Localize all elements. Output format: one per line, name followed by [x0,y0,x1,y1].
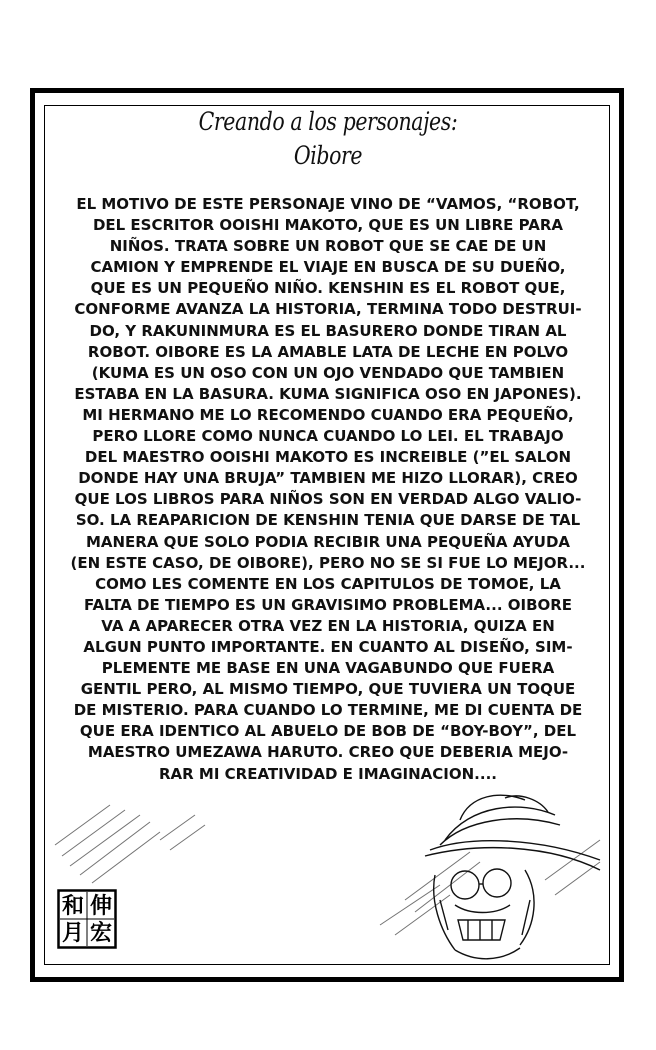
text-line: RAR MI CREATIVIDAD E IMAGINACION.... [159,764,497,783]
text-line: CAMION Y EMPRENDE EL VIAJE EN BUSCA DE SU DUEÑO, [90,258,566,277]
text-line: FALTA DE TIEMPO ES UN GRAVISIMO PROBLEMA... OIBORE [83,595,573,614]
text-line: GENTIL PERO, AL MISMO TIEMPO, QUE TUVIERA UN TOQUE [80,680,576,699]
seal-char-1: 伸 [89,894,113,919]
text-line: ROBOT. OIBORE ES LA AMABLE LATA DE LECHE EN POLVO [87,342,569,361]
text-line: PLEMENTE ME BASE EN UNA VAGABUNDO QUE FUERA [101,659,555,678]
title-line-2: Oibore [293,141,363,170]
author-seal [57,889,117,949]
text-line: EL MOTIVO DE ESTE PERSONAJE VINO DE “VAMOS, “ROBOT, [76,195,580,213]
text-line: SO. LA REAPARICION DE KENSHIN TENIA QUE DARSE DE TAL [75,511,581,530]
seal-char-2: 和 [61,894,85,919]
text-line: DONDE HAY UNA BRUJA” TAMBIEN ME HIZO LLORAR), CREO [78,469,578,488]
text-line: DO, Y RAKUNINMURA ES EL BASURERO DONDE TIRAN AL [89,321,567,340]
title-line-1: Creando a los personajes: [198,107,458,136]
text-line: MAESTRO UMEZAWA HARUTO. CREO QUE DEBERIA MEJO- [87,743,569,762]
text-line: QUE LOS LIBROS PARA NIÑOS SON EN VERDAD ALGO VALIO- [74,490,582,509]
text-line: (KUMA ES UN OSO CON UN OJO VENDADO QUE TAMBIEN [91,363,565,382]
speed-lines [55,805,600,935]
seal-char-3: 宏 [89,921,113,946]
text-line: NIÑOS. TRATA SOBRE UN ROBOT QUE SE CAE DE UN [109,237,547,256]
text-line: QUE ERA IDENTICO AL ABUELO DE BOB DE “BOY-BOY”, DEL [79,722,577,741]
text-line: COMO LES COMENTE EN LOS CAPITULOS DE TOMOE, LA [95,574,561,593]
text-line: ALGUN PUNTO IMPORTANTE. EN CUANTO AL DISEÑO, SIM- [83,637,573,656]
seal-stamp-icon [57,889,117,949]
seal-char-4: 月 [61,921,85,946]
text-line: MANERA QUE SOLO PODIA RECIBIR UNA PEQUEÑA AYUDA [85,532,571,551]
text-line: VA A APARECER OTRA VEZ EN LA HISTORIA, QUIZA EN [101,616,555,635]
text-line: CONFORME AVANZA LA HISTORIA, TERMINA TODO DESTRUI- [74,300,582,319]
text-line: ESTABA EN LA BASURA. KUMA SIGNIFICA OSO EN JAPONES). [74,384,582,403]
hat-figure [425,795,600,959]
text-line: DEL MAESTRO OOISHI MAKOTO ES INCREIBLE (”EL SALON [84,448,572,467]
text-line: DEL ESCRITOR OOISHI MAKOTO, QUE ES UN LIBRE PARA [92,216,564,235]
text-line: DE MISTERIO. PARA CUANDO LO TERMINE, ME DI CUENTA DE [73,701,583,720]
text-line: QUE ES UN PEQUEÑO NIÑO. KENSHIN ES EL ROBOT QUE, [90,279,566,298]
text-line: (EN ESTE CASO, DE OIBORE), PERO NO SE SI FUE LO MEJOR... [70,553,586,572]
text-line: MI HERMANO ME LO RECOMENDO CUANDO ERA PEQUEÑO, [82,405,574,424]
text-line: PERO LLORE COMO NUNCA CUANDO LO LEI. EL TRABAJO [92,427,564,446]
